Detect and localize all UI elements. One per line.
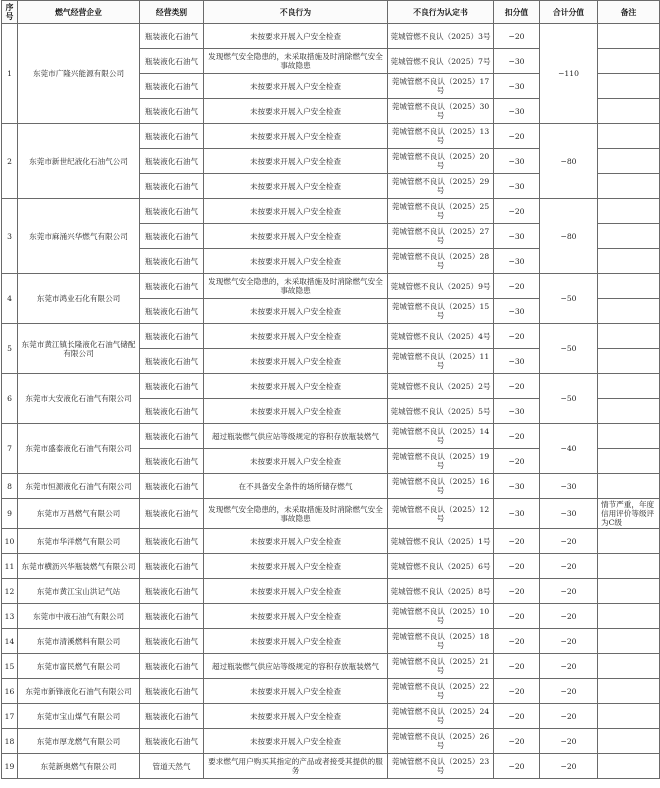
violation-behavior: 未按要求开展入户安全检查 xyxy=(204,124,388,149)
deduction-value: −20 xyxy=(494,704,540,729)
header-no: 序号 xyxy=(2,1,18,24)
violation-behavior: 在不具备安全条件的场所储存燃气 xyxy=(204,474,388,499)
remark xyxy=(598,554,660,579)
table-row xyxy=(2,199,660,224)
row-number: 2 xyxy=(2,124,18,199)
business-category: 瓶装液化石油气 xyxy=(140,49,204,74)
violation-behavior: 未按要求开展入户安全检查 xyxy=(204,729,388,754)
header-deduct: 扣分值 xyxy=(494,1,540,24)
total-score: −20 xyxy=(540,729,598,754)
table-row xyxy=(2,704,660,729)
remark xyxy=(598,704,660,729)
total-score: −20 xyxy=(540,629,598,654)
remark xyxy=(598,224,660,249)
determination-doc: 莞城管燃不良认（2025）8号 xyxy=(388,579,494,604)
violation-behavior: 未按要求开展入户安全检查 xyxy=(204,529,388,554)
remark xyxy=(598,324,660,349)
total-score: −20 xyxy=(540,754,598,779)
business-category: 瓶装液化石油气 xyxy=(140,24,204,49)
business-category: 瓶装液化石油气 xyxy=(140,399,204,424)
business-category: 瓶装液化石油气 xyxy=(140,449,204,474)
company-name: 东莞市宝山煤气有限公司 xyxy=(18,704,140,729)
deduction-value: −20 xyxy=(494,124,540,149)
violation-behavior: 未按要求开展入户安全检查 xyxy=(204,249,388,274)
violation-behavior: 未按要求开展入户安全检查 xyxy=(204,99,388,124)
remark xyxy=(598,199,660,224)
deduction-value: −20 xyxy=(494,24,540,49)
violation-behavior: 超过瓶装燃气供应站等级规定的容积存放瓶装燃气 xyxy=(204,424,388,449)
table-row xyxy=(2,629,660,654)
determination-doc: 莞城管燃不良认（2025）25号 xyxy=(388,199,494,224)
violation-behavior: 发现燃气安全隐患的，未采取措施及时消除燃气安全事故隐患 xyxy=(204,49,388,74)
total-score: −40 xyxy=(540,424,598,474)
violation-behavior: 未按要求开展入户安全检查 xyxy=(204,224,388,249)
determination-doc: 莞城管燃不良认（2025）24号 xyxy=(388,704,494,729)
deduction-value: −20 xyxy=(494,654,540,679)
deduction-value: −20 xyxy=(494,604,540,629)
company-name: 东莞市麻涌兴华燃气有限公司 xyxy=(18,199,140,274)
violation-behavior: 未按要求开展入户安全检查 xyxy=(204,554,388,579)
business-category: 瓶装液化石油气 xyxy=(140,99,204,124)
company-name: 东莞市华洋燃气有限公司 xyxy=(18,529,140,554)
determination-doc: 莞城管燃不良认（2025）7号 xyxy=(388,49,494,74)
deduction-value: −20 xyxy=(494,679,540,704)
business-category: 瓶装液化石油气 xyxy=(140,654,204,679)
violation-behavior: 未按要求开展入户安全检查 xyxy=(204,349,388,374)
violation-behavior: 未按要求开展入户安全检查 xyxy=(204,74,388,99)
table-body xyxy=(2,24,660,779)
company-name: 东莞市鸿业石化有限公司 xyxy=(18,274,140,324)
business-category: 瓶装液化石油气 xyxy=(140,629,204,654)
table-row xyxy=(2,499,660,529)
remark xyxy=(598,24,660,49)
business-category: 瓶装液化石油气 xyxy=(140,324,204,349)
row-number: 9 xyxy=(2,499,18,529)
company-name: 东莞市厚龙燃气有限公司 xyxy=(18,729,140,754)
violation-behavior: 未按要求开展入户安全检查 xyxy=(204,174,388,199)
remark xyxy=(598,149,660,174)
violation-behavior: 未按要求开展入户安全检查 xyxy=(204,579,388,604)
determination-doc: 莞城管燃不良认（2025）21号 xyxy=(388,654,494,679)
determination-doc: 莞城管燃不良认（2025）4号 xyxy=(388,324,494,349)
company-name: 东莞市盛泰液化石油气有限公司 xyxy=(18,424,140,474)
determination-doc: 莞城管燃不良认（2025）20号 xyxy=(388,149,494,174)
violation-behavior: 未按要求开展入户安全检查 xyxy=(204,149,388,174)
violation-behavior: 发现燃气安全隐患的，未采取措施及时消除燃气安全事故隐患 xyxy=(204,499,388,529)
table-row xyxy=(2,679,660,704)
header-company: 燃气经营企业 xyxy=(18,1,140,24)
row-number: 13 xyxy=(2,604,18,629)
remark xyxy=(598,49,660,74)
deduction-value: −30 xyxy=(494,149,540,174)
deduction-value: −30 xyxy=(494,74,540,99)
business-category: 瓶装液化石油气 xyxy=(140,199,204,224)
table-row xyxy=(2,654,660,679)
deduction-value: −30 xyxy=(494,299,540,324)
total-score: −20 xyxy=(540,529,598,554)
deduction-value: −20 xyxy=(494,729,540,754)
determination-doc: 莞城管燃不良认（2025）15号 xyxy=(388,299,494,324)
business-category: 瓶装液化石油气 xyxy=(140,349,204,374)
remark xyxy=(598,99,660,124)
remark xyxy=(598,299,660,324)
deduction-value: −30 xyxy=(494,99,540,124)
table-row xyxy=(2,529,660,554)
gas-enterprise-violation-table xyxy=(1,0,660,779)
company-name: 东莞新奥燃气有限公司 xyxy=(18,754,140,779)
violation-behavior: 未按要求开展入户安全检查 xyxy=(204,299,388,324)
deduction-value: −20 xyxy=(494,374,540,399)
total-score: −50 xyxy=(540,374,598,424)
company-name: 东莞市大安液化石油气有限公司 xyxy=(18,374,140,424)
row-number: 8 xyxy=(2,474,18,499)
total-score: −30 xyxy=(540,499,598,529)
remark xyxy=(598,349,660,374)
total-score: −20 xyxy=(540,554,598,579)
remark xyxy=(598,274,660,299)
business-category: 瓶装液化石油气 xyxy=(140,554,204,579)
row-number: 3 xyxy=(2,199,18,274)
business-category: 瓶装液化石油气 xyxy=(140,729,204,754)
table-row xyxy=(2,274,660,299)
determination-doc: 莞城管燃不良认（2025）18号 xyxy=(388,629,494,654)
business-category: 瓶装液化石油气 xyxy=(140,249,204,274)
violation-behavior: 未按要求开展入户安全检查 xyxy=(204,679,388,704)
determination-doc: 莞城管燃不良认（2025）13号 xyxy=(388,124,494,149)
business-category: 瓶装液化石油气 xyxy=(140,499,204,529)
deduction-value: −20 xyxy=(494,554,540,579)
company-name: 东莞市横沥兴华瓶装燃气有限公司 xyxy=(18,554,140,579)
remark xyxy=(598,124,660,149)
deduction-value: −30 xyxy=(494,49,540,74)
remark xyxy=(598,654,660,679)
row-number: 12 xyxy=(2,579,18,604)
deduction-value: −20 xyxy=(494,199,540,224)
business-category: 瓶装液化石油气 xyxy=(140,604,204,629)
remark: 情节严重，年度信用评价等级评为C级 xyxy=(598,499,660,529)
determination-doc: 莞城管燃不良认（2025）23号 xyxy=(388,754,494,779)
row-number: 4 xyxy=(2,274,18,324)
table-row xyxy=(2,424,660,449)
deduction-value: −30 xyxy=(494,474,540,499)
business-category: 瓶装液化石油气 xyxy=(140,474,204,499)
remark xyxy=(598,374,660,399)
violation-behavior: 未按要求开展入户安全检查 xyxy=(204,324,388,349)
business-category: 瓶装液化石油气 xyxy=(140,579,204,604)
remark xyxy=(598,529,660,554)
remark xyxy=(598,629,660,654)
violation-behavior: 未按要求开展入户安全检查 xyxy=(204,399,388,424)
deduction-value: −30 xyxy=(494,399,540,424)
violation-behavior: 未按要求开展入户安全检查 xyxy=(204,629,388,654)
row-number: 5 xyxy=(2,324,18,374)
company-name: 东莞市恒源液化石油气有限公司 xyxy=(18,474,140,499)
determination-doc: 莞城管燃不良认（2025）26号 xyxy=(388,729,494,754)
determination-doc: 莞城管燃不良认（2025）16号 xyxy=(388,474,494,499)
determination-doc: 莞城管燃不良认（2025）2号 xyxy=(388,374,494,399)
determination-doc: 莞城管燃不良认（2025）30号 xyxy=(388,99,494,124)
business-category: 瓶装液化石油气 xyxy=(140,224,204,249)
company-name: 东莞市新世纪液化石油气公司 xyxy=(18,124,140,199)
header-total: 合计分值 xyxy=(540,1,598,24)
remark xyxy=(598,729,660,754)
header-category: 经营类别 xyxy=(140,1,204,24)
determination-doc: 莞城管燃不良认（2025）29号 xyxy=(388,174,494,199)
header-row xyxy=(2,1,660,24)
business-category: 瓶装液化石油气 xyxy=(140,704,204,729)
remark xyxy=(598,249,660,274)
row-number: 6 xyxy=(2,374,18,424)
total-score: −20 xyxy=(540,679,598,704)
row-number: 11 xyxy=(2,554,18,579)
total-score: −20 xyxy=(540,704,598,729)
row-number: 16 xyxy=(2,679,18,704)
business-category: 瓶装液化石油气 xyxy=(140,124,204,149)
row-number: 1 xyxy=(2,24,18,124)
total-score: −50 xyxy=(540,274,598,324)
business-category: 瓶装液化石油气 xyxy=(140,374,204,399)
deduction-value: −30 xyxy=(494,249,540,274)
row-number: 19 xyxy=(2,754,18,779)
determination-doc: 莞城管燃不良认（2025）1号 xyxy=(388,529,494,554)
table-row xyxy=(2,604,660,629)
violation-behavior: 未按要求开展入户安全检查 xyxy=(204,604,388,629)
deduction-value: −30 xyxy=(494,224,540,249)
deduction-value: −30 xyxy=(494,349,540,374)
deduction-value: −20 xyxy=(494,324,540,349)
total-score: −20 xyxy=(540,654,598,679)
company-name: 东莞市新锋液化石油气有限公司 xyxy=(18,679,140,704)
determination-doc: 莞城管燃不良认（2025）22号 xyxy=(388,679,494,704)
determination-doc: 莞城管燃不良认（2025）5号 xyxy=(388,399,494,424)
determination-doc: 莞城管燃不良认（2025）9号 xyxy=(388,274,494,299)
company-name: 东莞市万昌燃气有限公司 xyxy=(18,499,140,529)
row-number: 7 xyxy=(2,424,18,474)
determination-doc: 莞城管燃不良认（2025）17号 xyxy=(388,74,494,99)
violation-behavior: 要求燃气用户购买其指定的产品或者接受其提供的服务 xyxy=(204,754,388,779)
business-category: 瓶装液化石油气 xyxy=(140,274,204,299)
deduction-value: −20 xyxy=(494,274,540,299)
business-category: 瓶装液化石油气 xyxy=(140,529,204,554)
violation-behavior: 发现燃气安全隐患的，未采取措施及时消除燃气安全事故隐患 xyxy=(204,274,388,299)
table-row xyxy=(2,554,660,579)
header-doc: 不良行为认定书 xyxy=(388,1,494,24)
business-category: 瓶装液化石油气 xyxy=(140,74,204,99)
total-score: −30 xyxy=(540,474,598,499)
determination-doc: 莞城管燃不良认（2025）3号 xyxy=(388,24,494,49)
remark xyxy=(598,74,660,99)
table-row xyxy=(2,24,660,49)
row-number: 15 xyxy=(2,654,18,679)
row-number: 17 xyxy=(2,704,18,729)
violation-behavior: 未按要求开展入户安全检查 xyxy=(204,374,388,399)
row-number: 10 xyxy=(2,529,18,554)
company-name: 东莞市中液石油气有限公司 xyxy=(18,604,140,629)
table-row xyxy=(2,474,660,499)
remark xyxy=(598,474,660,499)
determination-doc: 莞城管燃不良认（2025）14号 xyxy=(388,424,494,449)
determination-doc: 莞城管燃不良认（2025）6号 xyxy=(388,554,494,579)
remark xyxy=(598,754,660,779)
determination-doc: 莞城管燃不良认（2025）28号 xyxy=(388,249,494,274)
business-category: 瓶装液化石油气 xyxy=(140,424,204,449)
company-name: 东莞市黄江宝山洪记气站 xyxy=(18,579,140,604)
determination-doc: 莞城管燃不良认（2025）12号 xyxy=(388,499,494,529)
header-behavior: 不良行为 xyxy=(204,1,388,24)
remark xyxy=(598,449,660,474)
table-row xyxy=(2,729,660,754)
violation-behavior: 超过瓶装燃气供应站等级规定的容积存放瓶装燃气 xyxy=(204,654,388,679)
table-row xyxy=(2,374,660,399)
table-row xyxy=(2,324,660,349)
determination-doc: 莞城管燃不良认（2025）27号 xyxy=(388,224,494,249)
business-category: 瓶装液化石油气 xyxy=(140,679,204,704)
company-name: 东莞市广隆兴能源有限公司 xyxy=(18,24,140,124)
deduction-value: −20 xyxy=(494,449,540,474)
total-score: −20 xyxy=(540,604,598,629)
deduction-value: −20 xyxy=(494,529,540,554)
table-row xyxy=(2,579,660,604)
business-category: 瓶装液化石油气 xyxy=(140,299,204,324)
total-score: −50 xyxy=(540,324,598,374)
remark xyxy=(598,679,660,704)
table-row xyxy=(2,754,660,779)
deduction-value: −30 xyxy=(494,499,540,529)
determination-doc: 莞城管燃不良认（2025）10号 xyxy=(388,604,494,629)
remark xyxy=(598,399,660,424)
row-number: 14 xyxy=(2,629,18,654)
total-score: −20 xyxy=(540,579,598,604)
remark xyxy=(598,424,660,449)
company-name: 东莞市清溪燃料有限公司 xyxy=(18,629,140,654)
table-row xyxy=(2,124,660,149)
deduction-value: −20 xyxy=(494,754,540,779)
total-score: −80 xyxy=(540,124,598,199)
row-number: 18 xyxy=(2,729,18,754)
company-name: 东莞市黄江镇长隆液化石油气储配有限公司 xyxy=(18,324,140,374)
business-category: 瓶装液化石油气 xyxy=(140,149,204,174)
deduction-value: −20 xyxy=(494,629,540,654)
determination-doc: 莞城管燃不良认（2025）11号 xyxy=(388,349,494,374)
violation-behavior: 未按要求开展入户安全检查 xyxy=(204,449,388,474)
company-name: 东莞市富民燃气有限公司 xyxy=(18,654,140,679)
determination-doc: 莞城管燃不良认（2025）19号 xyxy=(388,449,494,474)
violation-behavior: 未按要求开展入户安全检查 xyxy=(204,199,388,224)
remark xyxy=(598,174,660,199)
deduction-value: −20 xyxy=(494,579,540,604)
total-score: −80 xyxy=(540,199,598,274)
total-score: −110 xyxy=(540,24,598,124)
remark xyxy=(598,579,660,604)
business-category: 管道天然气 xyxy=(140,754,204,779)
header-remark: 备注 xyxy=(598,1,660,24)
remark xyxy=(598,604,660,629)
deduction-value: −30 xyxy=(494,174,540,199)
business-category: 瓶装液化石油气 xyxy=(140,174,204,199)
deduction-value: −20 xyxy=(494,424,540,449)
violation-behavior: 未按要求开展入户安全检查 xyxy=(204,704,388,729)
violation-behavior: 未按要求开展入户安全检查 xyxy=(204,24,388,49)
